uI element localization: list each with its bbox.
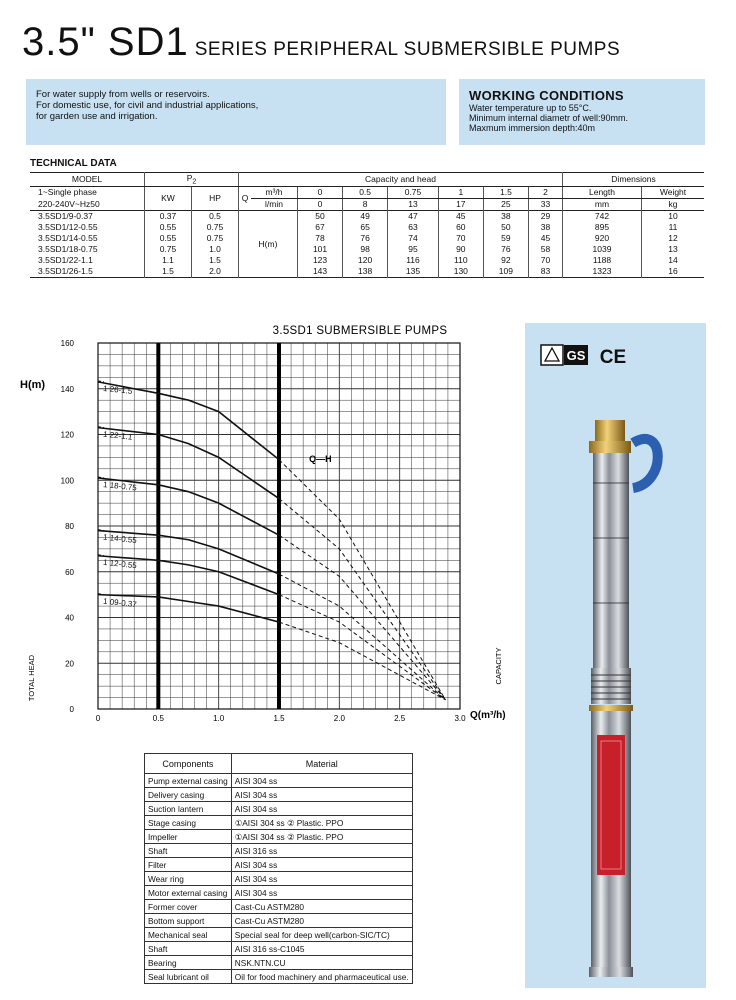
cell-component: Delivery casing: [145, 788, 232, 802]
intro-line: For domestic use, for civil and industrial applications,: [36, 100, 259, 111]
table-row: [145, 844, 413, 858]
cell-head: 120: [343, 255, 388, 266]
table-row: [145, 858, 413, 872]
cell-head: 67: [298, 222, 343, 233]
x-tick-label: 0: [95, 714, 101, 723]
cell-material: Cast-Cu ASTM280: [231, 914, 412, 928]
q-value: 8: [343, 198, 388, 210]
cell-hp: 0.75: [192, 233, 239, 244]
y-axis-side-label: TOTAL HEAD: [27, 654, 36, 702]
col-length: Length: [563, 186, 642, 198]
cell-hp: 0.75: [192, 222, 239, 233]
cell-kw: 0.37: [145, 210, 192, 222]
working-line: Maxmum immersion depth:40m: [469, 123, 596, 133]
intro-line: For water supply from wells or reservoirs.: [36, 89, 210, 100]
q-value: 17: [438, 198, 483, 210]
y-tick-label: 80: [65, 522, 74, 531]
cell-material: AISI 316 ss: [231, 844, 412, 858]
series-line-dashed: [279, 622, 446, 700]
y-tick-label: 0: [69, 705, 74, 714]
unit-lmin: l/min: [251, 198, 298, 210]
series-label: 1 22-1.1: [102, 429, 133, 442]
cell-length: 742: [563, 210, 642, 222]
cell-head: 45: [528, 233, 562, 244]
cell-weight: 13: [668, 244, 678, 255]
cell-length: 920: [563, 233, 642, 244]
cell-head: 143: [298, 266, 343, 278]
cell-head: 92: [483, 255, 528, 266]
series-label: 1 09-0.37: [102, 596, 138, 610]
cell-head: 123: [298, 255, 343, 266]
cell-head: 38: [528, 222, 562, 233]
cell-material: AISI 304 ss: [231, 886, 412, 900]
cell-head: 49: [343, 210, 388, 222]
unit-mm: mm: [563, 198, 642, 210]
cell-component: Shaft: [145, 844, 232, 858]
pump-illustration: [525, 323, 706, 988]
cell-model: 3.5SD1/26-1.5: [30, 266, 145, 278]
cell-hp: 1.5: [192, 255, 239, 266]
q-value: 0.75: [388, 186, 439, 198]
cell-kw: 1.5: [145, 266, 192, 278]
cell-kw: 1.1: [145, 255, 192, 266]
y-tick-label: 140: [60, 384, 74, 394]
q-value: 25: [483, 198, 528, 210]
cell-material: ①AISI 304 ss ② Plastic. PPO: [231, 830, 412, 844]
cell-material: Oil for food machinery and pharmaceutical use.: [231, 970, 412, 984]
cell-kw: 0.55: [145, 222, 192, 233]
cell-head: 50: [298, 210, 343, 222]
cell-head: 45: [438, 210, 483, 222]
table-row: [145, 872, 413, 886]
cell-model: 3.5SD1/14-0.55: [30, 233, 145, 244]
cell-head: 59: [483, 233, 528, 244]
y-tick-label: 160: [60, 339, 74, 348]
cell-component: Mechanical seal: [145, 928, 232, 942]
cell-weight: 16: [668, 266, 678, 277]
y-tick-label: 40: [65, 613, 74, 623]
cell-head: 83: [528, 266, 562, 278]
table-row: [145, 900, 413, 914]
cell-length: 895: [563, 222, 642, 233]
cell-head: 109: [483, 266, 528, 278]
cell-kw: 0.55: [145, 233, 192, 244]
q-value: 13: [388, 198, 439, 210]
table-row: [145, 788, 413, 802]
cell-component: Stage casing: [145, 816, 232, 830]
cell-hp: 1.0: [192, 244, 239, 255]
y-axis-label: H(m): [20, 379, 46, 391]
pump-body: [593, 453, 629, 675]
x-axis-label: Q(m³/h): [470, 710, 506, 721]
table-row: [30, 266, 704, 278]
x-tick-label: 2.0: [333, 714, 345, 723]
table-row: [145, 956, 413, 970]
cell-material: ①AISI 304 ss ② Plastic. PPO: [231, 816, 412, 830]
y-tick-label: 120: [60, 430, 74, 440]
x-tick-label: 3.0: [454, 714, 466, 723]
unit-kg: kg: [668, 199, 678, 210]
phase-line-1: 1~Single phase: [30, 186, 145, 198]
q-value: 33: [528, 198, 562, 210]
cell-component: Bottom support: [145, 914, 232, 928]
gs-mark: GS: [566, 348, 586, 363]
cell-head: 70: [528, 255, 562, 266]
cell-head: 138: [343, 266, 388, 278]
cell-hp: 0.5: [192, 210, 239, 222]
phase-line-2: 220-240V~Hz50: [30, 198, 145, 210]
series-label: 1 12-0.55: [102, 557, 138, 571]
cell-weight: 11: [668, 222, 678, 233]
q-value: 2: [528, 186, 562, 198]
cell-kw: 0.75: [145, 244, 192, 255]
working-title: WORKING CONDITIONS: [469, 88, 624, 103]
title-series: 3.5" SD1: [22, 20, 189, 64]
table-row: [145, 886, 413, 900]
col-material: Material: [231, 754, 412, 774]
cell-head: 101: [298, 244, 343, 255]
cell-head: 63: [388, 222, 439, 233]
cell-head: 95: [388, 244, 439, 255]
cell-material: Cast-Cu ASTM280: [231, 900, 412, 914]
components-table: [144, 753, 413, 984]
cell-head: 65: [343, 222, 388, 233]
x-tick-label: 1.5: [273, 714, 285, 723]
y-tick-label: 60: [65, 567, 74, 577]
table-row: [30, 210, 704, 222]
cell-material: AISI 304 ss: [231, 872, 412, 886]
series-line-dashed: [279, 574, 446, 700]
curve-label: Q—H: [309, 453, 332, 464]
pump-outlet: [595, 420, 625, 442]
table-row: [30, 233, 704, 244]
cell-hm-label: H(m): [239, 210, 298, 277]
table-row: [145, 928, 413, 942]
table-row: [30, 222, 704, 233]
cell-head: 70: [438, 233, 483, 244]
cell-weight: 10: [668, 211, 678, 222]
intro-line: for garden use and irrigation.: [36, 111, 158, 122]
technical-data-table: [30, 172, 704, 278]
cell-head: 98: [343, 244, 388, 255]
col-capacity: Capacity and head: [239, 173, 563, 187]
table-row: [145, 970, 413, 984]
unit-m3h: m³/h: [251, 186, 298, 198]
cell-model: 3.5SD1/22-1.1: [30, 255, 145, 266]
table-row: [145, 774, 413, 788]
product-panel: [525, 323, 706, 988]
cell-length: 1188: [563, 255, 642, 266]
cell-head: 78: [298, 233, 343, 244]
cell-head: 47: [388, 210, 439, 222]
cell-hp: 2.0: [192, 266, 239, 278]
series-label: 1 18-0.75: [102, 480, 138, 493]
cell-component: Impeller: [145, 830, 232, 844]
cell-component: Bearing: [145, 956, 232, 970]
working-conditions-box: [459, 79, 705, 145]
q-value: 0: [298, 186, 343, 198]
cell-component: Pump external casing: [145, 774, 232, 788]
cell-material: Special seal for deep well(carbon-SIC/TC): [231, 928, 412, 942]
x-tick-label: 0.5: [152, 714, 164, 723]
series-line-dashed: [279, 499, 446, 700]
cell-component: Motor external casing: [145, 886, 232, 900]
table-row: [145, 802, 413, 816]
working-line: Water temperature up to 55°C.: [469, 103, 592, 113]
series-label: 1 26-1.5: [102, 383, 133, 396]
x-tick-label: 2.5: [394, 714, 406, 723]
cell-head: 76: [343, 233, 388, 244]
cell-component: Seal lubricant oil: [145, 970, 232, 984]
col-model: MODEL: [30, 173, 145, 187]
cell-head: 29: [528, 210, 562, 222]
table-row: [30, 255, 704, 266]
x-axis-side-label: CAPACITY: [494, 647, 503, 685]
performance-chart: [0, 310, 520, 730]
cell-component: Former cover: [145, 900, 232, 914]
y-tick-label: 100: [60, 476, 74, 486]
table-row: [145, 914, 413, 928]
y-tick-label: 20: [65, 659, 74, 669]
col-kw: KW: [145, 186, 192, 210]
series-label: 1 14-0.55: [102, 532, 138, 546]
q-value: 1: [438, 186, 483, 198]
cell-head: 135: [388, 266, 439, 278]
cell-head: 116: [388, 255, 439, 266]
col-components: Components: [145, 754, 232, 774]
cell-component: Filter: [145, 858, 232, 872]
page-title: [22, 20, 620, 65]
cell-material: AISI 304 ss: [231, 788, 412, 802]
q-value: 0.5: [343, 186, 388, 198]
cell-model: 3.5SD1/12-0.55: [30, 222, 145, 233]
cell-material: AISI 304 ss: [231, 858, 412, 872]
table-row: [145, 816, 413, 830]
cell-length: 1039: [563, 244, 642, 255]
cell-model: 3.5SD1/18-0.75: [30, 244, 145, 255]
technical-data-title: TECHNICAL DATA: [30, 158, 117, 169]
cell-material: NSK.NTN.CU: [231, 956, 412, 970]
pump-cable-handle: [633, 439, 658, 488]
chart-title: 3.5SD1 SUBMERSIBLE PUMPS: [272, 325, 448, 337]
series-line-dashed: [279, 595, 446, 700]
intro-box: [26, 79, 446, 145]
working-line: Minimum internal diametr of well:90mm.: [469, 113, 629, 123]
cell-head: 74: [388, 233, 439, 244]
cell-component: Shaft: [145, 942, 232, 956]
cell-material: AISI 304 ss: [231, 774, 412, 788]
cell-head: 38: [483, 210, 528, 222]
cell-head: 90: [438, 244, 483, 255]
x-tick-label: 1.0: [213, 714, 225, 723]
cell-head: 50: [483, 222, 528, 233]
cell-component: Suction lantern: [145, 802, 232, 816]
cell-head: 130: [438, 266, 483, 278]
cell-model: 3.5SD1/9-0.37: [30, 210, 145, 222]
cell-material: AISI 304 ss: [231, 802, 412, 816]
certification-logos: [541, 345, 626, 368]
cell-material: AISI 316 ss-C1045: [231, 942, 412, 956]
table-row: [145, 830, 413, 844]
col-weight: Weight: [642, 186, 705, 198]
col-hp: HP: [192, 186, 239, 210]
ce-mark: CE: [599, 347, 627, 368]
q-value: 1.5: [483, 186, 528, 198]
cell-weight: 14: [668, 255, 678, 266]
cell-head: 76: [483, 244, 528, 255]
table-row: [30, 244, 704, 255]
table-row: [145, 942, 413, 956]
cell-head: 58: [528, 244, 562, 255]
cell-head: 60: [438, 222, 483, 233]
col-p2: $P_2$: [145, 173, 239, 187]
col-dimensions: Dimensions: [563, 173, 705, 187]
cell-head: 110: [438, 255, 483, 266]
q-value: 0: [298, 198, 343, 210]
cell-weight: 12: [668, 233, 678, 244]
cell-length: 1323: [563, 266, 642, 278]
cell-component: Wear ring: [145, 872, 232, 886]
col-q: Q: [241, 193, 249, 204]
title-subtitle: SERIES PERIPHERAL SUBMERSIBLE PUMPS: [194, 39, 621, 60]
